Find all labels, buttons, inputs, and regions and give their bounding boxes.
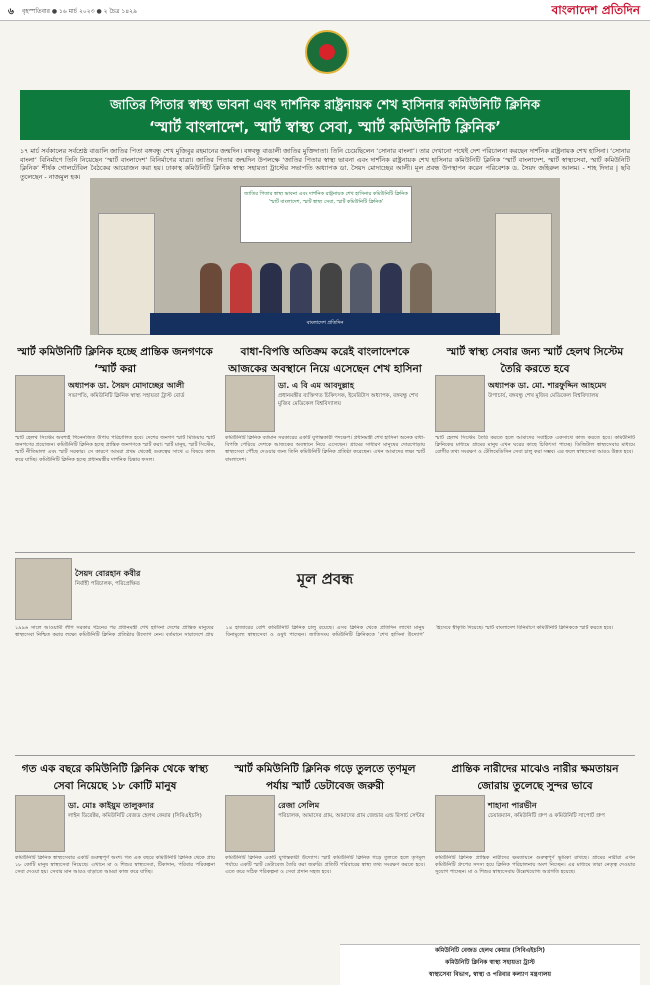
footer-line1: কমিউনিটি বেজড হেলথ কেয়ার (সিবিএইচসি)	[434, 947, 546, 954]
article-b1-byline	[68, 800, 218, 821]
article-a2-title: বাধা-বিপত্তি অতিক্রম করেই বাংলাদেশকে আজকের অবস্থানে নিয়ে এসেছেন শেখ হাসিনা	[228, 346, 422, 375]
speaker-role: লাইন ডিরেক্টর, কমিউনিটি বেজড হেলথ কেয়ার (সিবিএইচসি)	[68, 813, 202, 819]
keynote-speaker-role: নির্বাহী পরিচালক, পরিপ্রেক্ষিত	[75, 581, 140, 587]
article-a1-byline	[68, 380, 218, 401]
article-b3-title: প্রান্তিক নারীদের মাঝেও নারীর ক্ষমতায়ন জোরায় তুলেছে সুন্দর ভাবে	[451, 763, 619, 792]
article-a1-title: স্মার্ট কমিউনিটি ক্লিনিক হচ্ছে প্রান্তিক জনগণকে ‘স্মার্ট করা	[17, 346, 213, 375]
speaker-name: শাহানা পারভীন	[488, 801, 537, 810]
page-number: ৬	[8, 7, 14, 17]
speaker-role: প্রধানমন্ত্রীর ব্যক্তিগত চিকিৎসক, ইমেরিটাস অধ্যাপক, বঙ্গবন্ধু শেখ মুজিব মেডিকেল বিশ্ববিদ্যালয়	[278, 393, 418, 407]
speaker-photo	[225, 375, 275, 432]
keynote-speaker-photo	[15, 558, 72, 620]
keynote-body: ১৯৯৬ সালে আওয়ামী লীগ সরকার গঠনের পর প্রধানমন্ত্রী শেখ হাসিনা দেশের প্রান্তিক মানুষের স্বাস্থ্যসেবা নিশ্চিত করার লক্ষ্যে কমিউনিটি ক্লিনিক প্রতিষ্ঠার উদ্যোগ নেন। বর্তমানে সারাদেশে প্রায় ১৪ হাজারের বেশি কমিউনিটি ক্লিনিক চালু রয়েছে। এসব ক্লিনিক থেকে প্রতিদিন লাখো মানুষ বিনামূল্যে স্বাস্থ্যসেবা ও ওষুধ পাচ্ছেন। জাতিসংঘ কমিউনিটি ক্লিনিককে ‘শেখ হাসিনা উদ্যোগ’ হিসেবে স্বীকৃতি দিয়েছে। স্মার্ট বাংলাদেশ বিনির্মাণে কমিউনিটি ক্লিনিককে স্মার্ট করতে হবে।	[15, 625, 614, 639]
article-a2-byline	[278, 380, 428, 409]
right-standee	[495, 213, 552, 335]
speaker-photo	[225, 795, 275, 852]
speaker-role: পরিচালক, আমাদের গ্রাম, আমাদের গ্রাম জেন্ডার এন্ড রিসার্চ সেন্টার	[278, 813, 425, 819]
keynote-byline	[75, 568, 215, 589]
article-b2-body: কমিউনিটি ক্লিনিক একটি যুগান্তকারী উদ্যোগ। স্মার্ট কমিউনিটি ক্লিনিক গড়ে তুলতে হলে তৃণমূল পর্যায়ে একটি স্মার্ট ডেটাবেজ তৈরি করা জরুরি। প্রতিটি পরিবারের স্বাস্থ্য তথ্য সংরক্ষণ করতে হবে। এতে করে সঠিক পরিকল্পনা ও সেবা প্রদান সহজ হবে।	[225, 855, 425, 876]
article-b2-byline	[278, 800, 428, 821]
government-emblem-icon	[305, 30, 349, 74]
article-b3-body: কমিউনিটি ক্লিনিক প্রান্তিক নারীদের ক্ষমতায়নে গুরুত্বপূর্ণ ভূমিকা রাখছে। গ্রামের নারীরা এখন কমিউনিটি গ্রুপের সদস্য হয়ে ক্লিনিক পরিচালনায় অংশ নিচ্ছেন। এর মাধ্যমে তারা নেতৃত্ব দেওয়ার সুযোগ পাচ্ছেন। মা ও শিশুর স্বাস্থ্যসেবায় উল্লেখযোগ্য অগ্রগতি হয়েছে।	[435, 855, 635, 876]
speaker-role: উপাচার্য, বঙ্গবন্ধু শেখ মুজিব মেডিকেল বিশ্ববিদ্যালয়	[488, 393, 599, 399]
article-a3-title: স্মার্ট স্বাস্থ্য সেবার জন্য স্মার্ট হেলথ সিস্টেম তৈরি করতে হবে	[446, 346, 624, 375]
speaker-photo	[15, 795, 65, 852]
article-b1-title: গত এক বছরে কমিউনিটি ক্লিনিক থেকে স্বাস্থ্য সেবা নিয়েছে ১৮ কোটি মানুষ	[21, 763, 209, 792]
page-header	[0, 0, 650, 21]
speaker-photo	[15, 375, 65, 432]
article-a3-body: স্মার্ট হেলথ সিস্টেম তৈরি করতে হলে আমাদের সবাইকে একসাথে কাজ করতে হবে। কমিউনিটি ক্লিনিকের মাধ্যমে গ্রামের মানুষ এখন ঘরের কাছে চিকিৎসা পাচ্ছে। ডিজিটাল স্বাস্থ্যসেবার মাধ্যমে রোগীর তথ্য সংরক্ষণ ও টেলিমেডিসিন সেবা চালু করা সম্ভব। এর ফলে স্বাস্থ্যসেবা আরও উন্নত হবে।	[435, 435, 635, 456]
keynote-title: মূল প্রবন্ধ	[296, 570, 354, 588]
footer-line3: স্বাস্থ্যসেবা বিভাগ, স্বাস্থ্য ও পরিবার কল্যাণ মন্ত্রণালয়	[428, 971, 552, 978]
roundtable-group-photo	[90, 178, 560, 335]
event-banner-text: জাতির পিতার স্বাস্থ্য ভাবনা এবং দার্শনিক রাষ্ট্রনায়ক শেখ হাসিনার কমিউনিটি ক্লিনিক ‘স্মার্ট বাংলাদেশ, স্মার্ট স্বাস্থ্য সেবা, স্মার্ট কমিউনিটি ক্লিনিক’	[244, 191, 408, 205]
speaker-name: অধ্যাপক ডা. মো. শারফুদ্দিন আহমেদ	[488, 381, 607, 390]
speaker-name: ডা. মোঃ কাইয়ুম তালুকদার	[68, 801, 154, 810]
keynote-speaker-name: সৈয়দ বোরহান কবীর	[75, 569, 141, 578]
headline-line2: ‘স্মার্ট বাংলাদেশ, স্মার্ট স্বাস্থ্য সেবা, স্মার্ট কমিউনিটি ক্লিনিক’	[149, 118, 501, 136]
speaker-name: রেজা সেলিম	[278, 801, 320, 810]
footer-line2: কমিউনিটি ক্লিনিক স্বাস্থ্য সহায়তা ট্রাস্ট	[445, 959, 535, 966]
article-b2-title: স্মার্ট কমিউনিটি ক্লিনিক গড়ে তুলতে তৃণমূল পর্যায় স্মার্ট ডেটাবেজ জরুরী	[234, 763, 416, 792]
speaker-name: অধ্যাপক ডা. সৈয়দ মোদাচ্ছের আলী	[68, 381, 185, 390]
article-b1-body: কমিউনিটি ক্লিনিক স্বাস্থ্যসেবার একটি গুরুত্বপূর্ণ অংশ। গত এক বছরে কমিউনিটি ক্লিনিক থেকে প্রায় ১৮ কোটি মানুষ স্বাস্থ্যসেবা নিয়েছে। এখানে মা ও শিশুর স্বাস্থ্যসেবা, টিকাদান, পরিবার পরিকল্পনা সেবা দেওয়া হয়। সেবার মান আরও বাড়াতে আমরা কাজ করে যাচ্ছি।	[15, 855, 215, 876]
article-a1-body: স্মার্ট হেলথ সিস্টেম অবশ্যই গিনেনজিত উপায় পরিচালিত হবে। দেশের জনগণ স্মার্ট মিডিয়ায় স্মার্ট জনগণের প্রয়োজন। কমিউনিটি ক্লিনিক হচ্ছে প্রান্তিক জনগণকে স্মার্ট করা। স্মার্ট মানুষ, স্মার্ট সিস্টেম, স্মার্ট নীতিমালা এবং স্মার্ট সরকার। সে কারণে আমরা প্রথম থেকেই গুরুত্বের সাথে এ বিষয়ে কাজ করে যাচ্ছি। কমিউনিটি ক্লিনিক হচ্ছে প্রধানমন্ত্রীর দার্শনিক চিন্তার ফসল।	[15, 435, 215, 463]
speaker-role: সভাপতি, কমিউনিটি ক্লিনিক স্বাস্থ্য সহায়তা ট্রাস্ট বোর্ড	[68, 393, 185, 399]
sponsor-footer	[340, 944, 640, 985]
speaker-photo	[435, 795, 485, 852]
date-line: বৃহস্পতিবার ● ১৬ মার্চ ২০২৩ ● ২ চৈত্র ১৪২৯	[22, 8, 137, 15]
front-table	[150, 313, 500, 335]
intro-paragraph: ১৭ মার্চ সর্বকালের সর্বশ্রেষ্ঠ বাঙালি জাতির পিতা বঙ্গবন্ধু শেখ মুজিবুর রহমানের জন্মদিন। বঙ্গবন্ধু বাঙালী জাতির মুক্তিদাতা। তিনি চেয়েছিলেন ‘সোনার বাংলা’। তার দেখানো পথেই দেশ পরিচালনা করছেন দার্শনিক রাষ্ট্রনায়ক শেখ হাসিনা। ‘সোনার বাংলা’ বিনির্মাণে তিনি নিয়েছেন ‘স্মার্ট বাংলাদেশ’ বিনির্মাণের যাত্রা। জাতির পিতার জন্মদিন উপলক্ষে ‘জাতির পিতার স্বাস্থ্য ভাবনা এবং দার্শনিক রাষ্ট্রনায়ক শেখ হাসিনার কমিউনিটি ক্লিনিক ‘স্মার্ট বাংলাদেশ, স্মার্ট স্বাস্থ্যসেবা, স্মার্ট কমিউনিটি ক্লিনিক’ শীর্ষক গোলটেবিল বৈঠকের আয়োজন করা হয়। ঢাকাস্থ কমিউনিটি ক্লিনিক স্বাস্থ্য সহায়তা ট্রাস্টের সভাপতি অধ্যাপক ডা. সৈয়দ মোদাচ্ছের আলী। মূল প্রবন্ধ উপস্থাপন করেন পরিবেশক ড. সৈয়দ জহিরুল আলম। - শাহ দিদার | ছবি তুলেছেন - নাজমুল হক।	[20, 147, 630, 181]
speaker-name: ডা. এ বি এম আবদুল্লাহ	[278, 381, 354, 390]
left-standee	[98, 213, 155, 335]
headline-banner	[20, 90, 630, 140]
divider	[15, 552, 635, 553]
article-b3-byline	[488, 800, 638, 821]
event-banner	[240, 186, 412, 243]
masthead-logo: বাংলাদেশ প্রতিদিন	[551, 3, 640, 17]
article-a3-byline	[488, 380, 638, 401]
speaker-photo	[435, 375, 485, 432]
headline-line1: জাতির পিতার স্বাস্থ্য ভাবনা এবং দার্শনিক রাষ্ট্রনায়ক শেখ হাসিনার কমিউনিটি ক্লিনিক	[110, 98, 540, 113]
divider	[15, 755, 635, 756]
table-sign: বাংলাদেশ প্রতিদিন	[306, 320, 344, 326]
article-a2-body: কমিউনিটি ক্লিনিক বর্তমান সরকারের একটি যুগান্তকারী পদক্ষেপ। প্রধানমন্ত্রী শেখ হাসিনা অনেক বাধা-বিপত্তি পেরিয়ে দেশকে আজকের অবস্থানে নিয়ে এসেছেন। গ্রামের সাধারণ মানুষের দোরগোড়ায় স্বাস্থ্যসেবা পৌঁছে দেওয়ার জন্য তিনি কমিউনিটি ক্লিনিক প্রতিষ্ঠা করেছেন। এখন আমাদের লক্ষ্য স্মার্ট বাংলাদেশ।	[225, 435, 425, 463]
speaker-role: চেয়ারম্যান, কমিউনিটি গ্রুপ ও কমিউনিটি সাপোর্ট গ্রুপ	[488, 813, 605, 819]
